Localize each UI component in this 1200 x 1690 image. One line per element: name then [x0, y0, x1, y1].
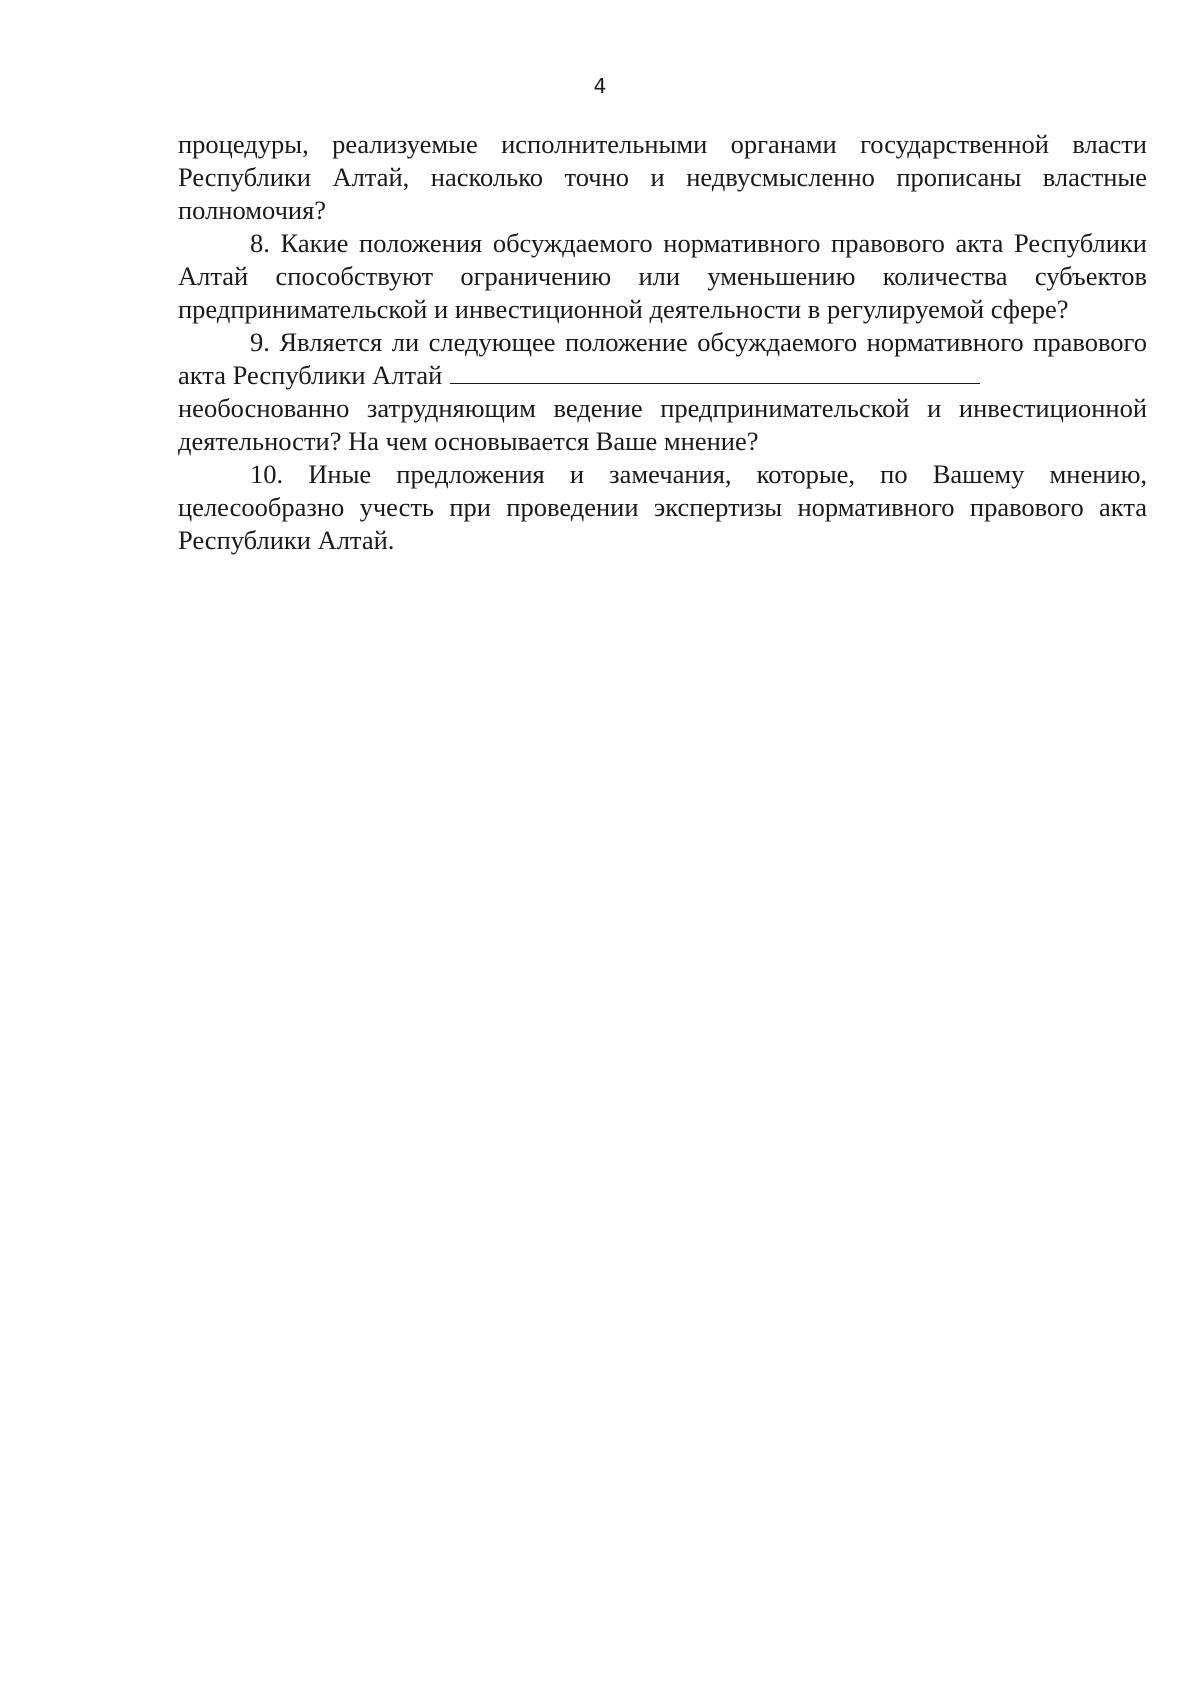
paragraph-item-10: 10. Иные предложения и замечания, которые, по Вашему мнению, целесообразно учесть при проведении экспертизы нормативного правового акта Республики Алтай. — [178, 459, 1147, 555]
paragraph-item-9-continuation: необоснованно затрудняющим ведение предпринимательской и инвестиционной деятельности? На чем основывается Ваше мнение? — [178, 393, 1147, 456]
document-body — [178, 128, 1147, 557]
page-number: 4 — [593, 74, 607, 98]
item-9-text: 9. Является ли следующее положение обсуждаемого нормативного правового акта Республики Алтай — [178, 327, 1147, 390]
paragraph-item-9 — [178, 326, 1147, 392]
paragraph-item-8: 8. Какие положения обсуждаемого нормативного правового акта Республики Алтай способствуют ограничению или уменьшению количества субъектов предпринимательской и инвестиционной деятельности в регулируемой сфере? — [178, 228, 1147, 324]
fill-in-blank-line — [450, 363, 980, 384]
paragraph-continuation: процедуры, реализуемые исполнительными органами государственной власти Республики Алтай, насколько точно и недвусмысленно прописаны властные полномочия? — [178, 129, 1147, 225]
